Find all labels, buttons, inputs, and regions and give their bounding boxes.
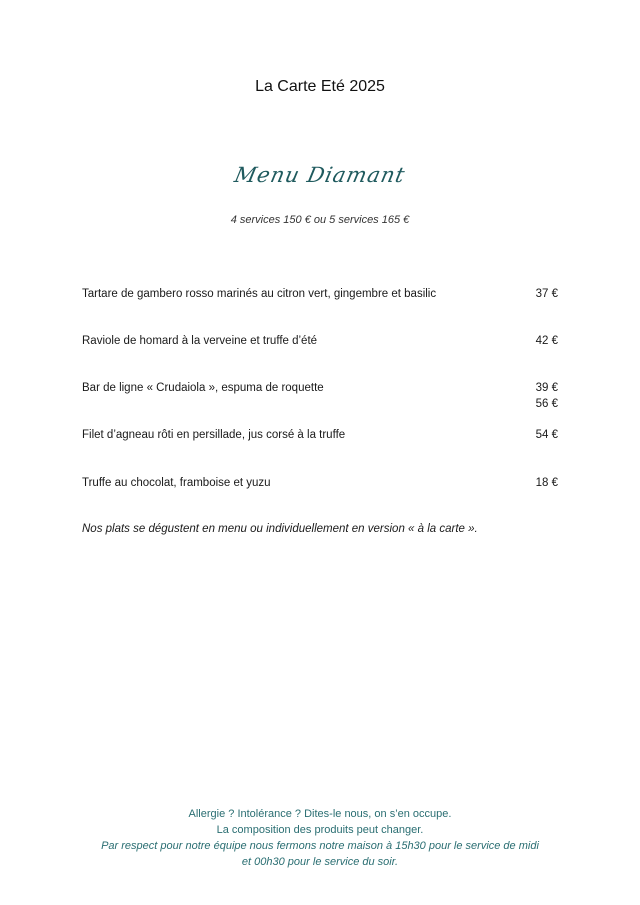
menu-item-price-alt: 56 € <box>535 398 558 410</box>
menu-subtitle: 4 services 150 € ou 5 services 165 € <box>230 214 410 226</box>
menu-item-dish: Truffe au chocolat, framboise et yuzu <box>82 477 271 489</box>
menu-item-price: 39 € <box>535 382 558 394</box>
menu-item-dish: Bar de ligne « Crudaiola », espuma de roquette <box>82 382 324 394</box>
footer-hours-line: Par respect pour notre équipe nous fermons notre maison à 15h30 pour le service de midi <box>101 840 539 852</box>
footer <box>0 806 640 870</box>
menu-name: Menu Diamant <box>232 163 408 187</box>
menu-item-dish: Raviole de homard à la verveine et truffe d’été <box>82 335 318 347</box>
footer-allergy-line: Allergie ? Intolérance ? Dites-le nous, on s’en occupe. <box>188 808 452 820</box>
footer-hours-line-2: et 00h30 pour le service du soir. <box>241 856 399 868</box>
menu-item-price: 42 € <box>535 335 558 347</box>
menu-item-price: 37 € <box>535 288 558 300</box>
menu-item-dish: Filet d’agneau rôti en persillade, jus corsé à la truffe <box>82 429 346 441</box>
menu-note: Nos plats se dégustent en menu ou individuellement en version « à la carte ». <box>82 523 478 535</box>
page-title: La Carte Eté 2025 <box>255 78 385 95</box>
footer-composition-line: La composition des produits peut changer. <box>216 824 424 836</box>
menu-item-price: 18 € <box>535 477 558 489</box>
menu-item-price: 54 € <box>535 429 558 441</box>
menu-item-dish: Tartare de gambero rosso marinés au citron vert, gingembre et basilic <box>82 288 437 300</box>
